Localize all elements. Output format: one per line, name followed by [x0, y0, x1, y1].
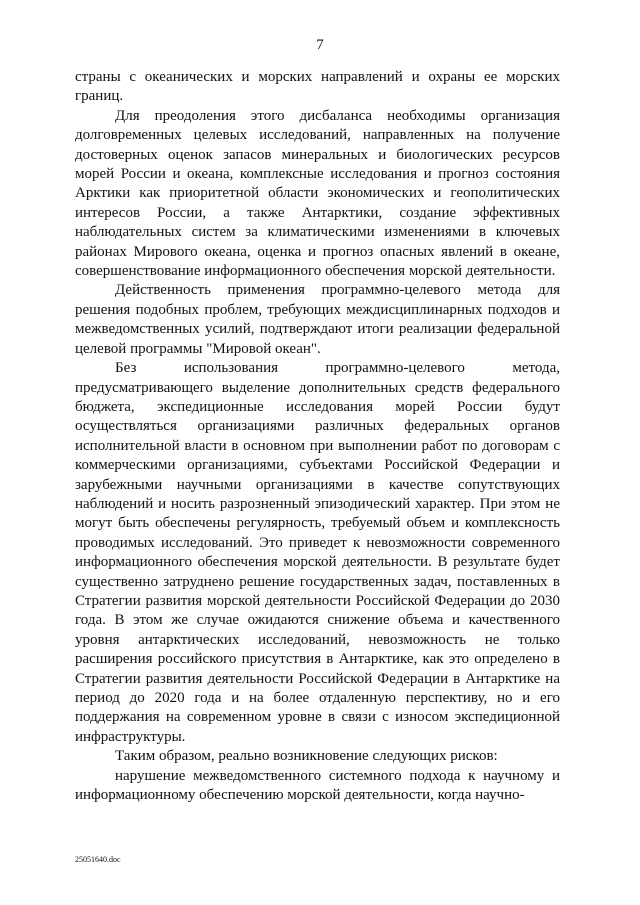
paragraph-risk-item: нарушение межведомственного системного подхода к научному и информационному обеспечению морской деятельности, когда научно-	[75, 767, 560, 804]
paragraph-imbalance: Для преодоления этого дисбаланса необходимы организация долговременных целевых исследований, направленных на получение достоверных оценок запасов минеральных и биологических ресурсов морей России и океана, комплексные исследования и прогноз состояния Арктики как приоритетной области экономических и геополитических интересов России, а также Антарктики, создание эффективных наблюдательных систем за климатическими изменениями в ключевых районах Мирового океана, оценка и прогноз опасных явлений в океане, совершенствование информационного обеспечения морской деятельности.	[75, 107, 560, 280]
footer-filename: 25051640.doc	[75, 855, 121, 864]
page-number: 7	[316, 37, 324, 53]
paragraph-continuation: страны с океанических и морских направлений и охраны ее морских границ.	[75, 69, 560, 105]
paragraph-risks-intro: Таким образом, реально возникновение следующих рисков:	[115, 748, 498, 765]
paragraph-effectiveness: Действенность применения программно-целевого метода для решения подобных проблем, требующих междисциплинарных подходов и межведомственных усилий, подтверждают итоги реализации федеральной целевой программы "Мировой океан".	[75, 282, 560, 357]
paragraph-without-program: Без использования программно-целевого метода, предусматривающего выделение дополнительных средств федерального бюджета, экспедиционные исследования морей России будут осуществляться организациями различных федеральных органов исполнительной власти в основном при выполнении работ по договорам с коммерческими организациями, субъектами Российской Федерации и зарубежными научными организациями в качестве сопутствующих наблюдений и носить разрозненный эпизодический характер. При этом не могут быть обеспечены регулярность, требуемый объем и комплексность проводимых исследований. Это приведет к невозможности современного информационного обеспечения морской деятельности. В результате будет существенно затруднено решение государственных задач, поставленных в Стратегии развития морской деятельности Российской Федерации до 2030 года. В этом же случае ожидаются снижение объема и качественного уровня антарктических исследований, невозможность не только расширения российского присутствия в Антарктике, как это определено в Стратегии развития деятельности Российской Федерации в Антарктике на период до 2020 года и на более отдаленную перспективу, но и его поддержания на современном уровне в связи с износом экспедиционной инфраструктуры.	[75, 360, 560, 745]
document-body	[75, 68, 560, 805]
